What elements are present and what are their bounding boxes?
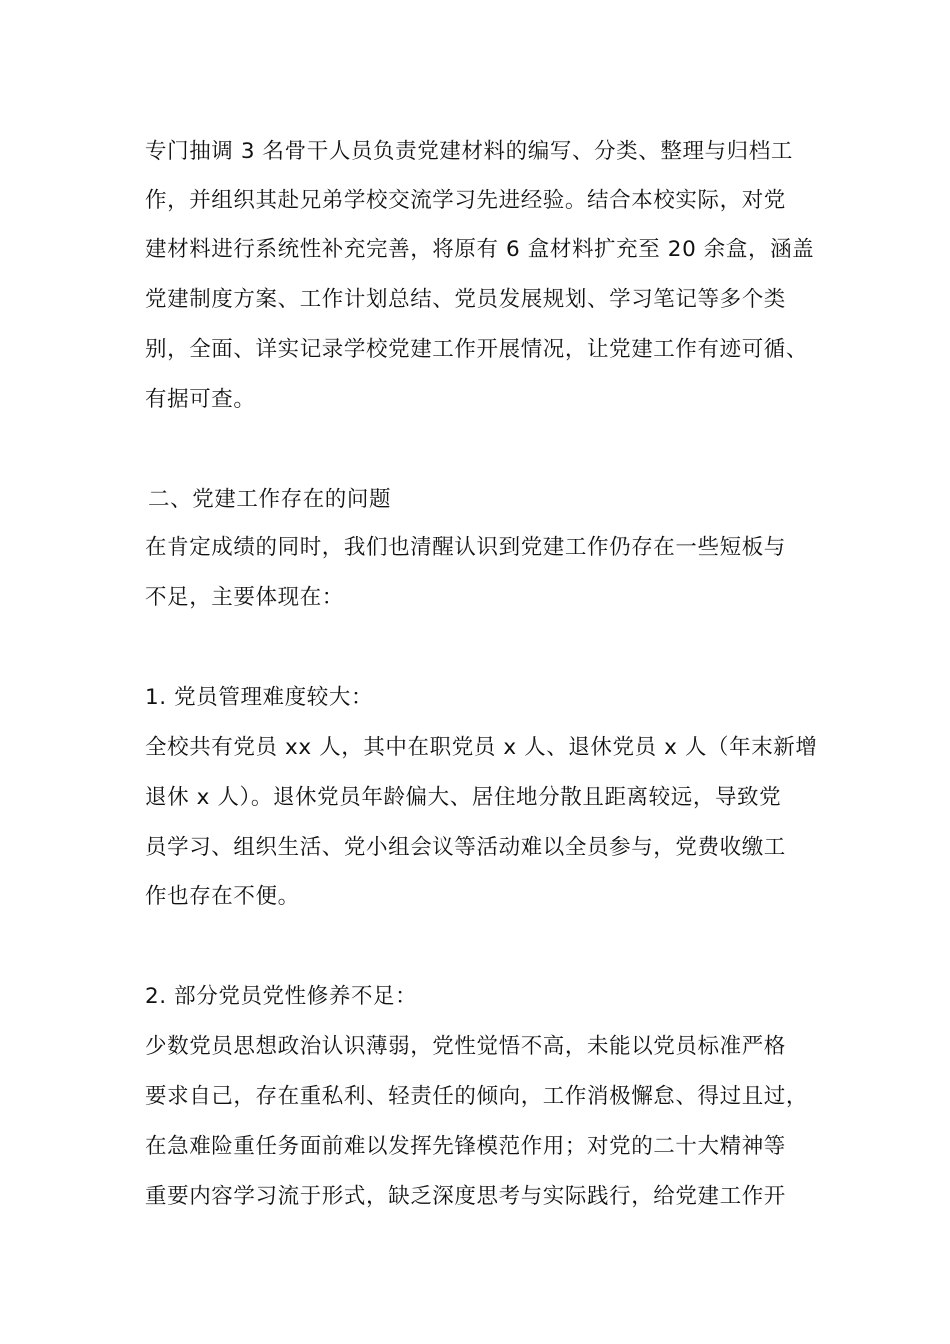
paragraph-line: 党建制度方案、工作计划总结、党员发展规划、学习笔记等多个类 xyxy=(145,287,786,312)
section-heading: 二、党建工作存在的问题 xyxy=(148,487,392,512)
paragraph-line: 少数党员思想政治认识薄弱，党性觉悟不高，未能以党员标准严格 xyxy=(145,1034,786,1059)
paragraph-line: 不足，主要体现在： xyxy=(145,585,344,610)
item-heading: 1. 党员管理难度较大： xyxy=(145,685,374,710)
paragraph-line: 全校共有党员 xx 人，其中在职党员 x 人、退休党员 x 人（年末新增 xyxy=(145,735,818,760)
paragraph-line: 重要内容学习流于形式，缺乏深度思考与实际践行，给党建工作开 xyxy=(145,1184,786,1209)
paragraph-line: 建材料进行系统性补充完善，将原有 6 盒材料扩充至 20 余盒，涵盖 xyxy=(145,237,815,262)
paragraph-line: 在急难险重任务面前难以发挥先锋模范作用；对党的二十大精神等 xyxy=(145,1134,786,1159)
paragraph-line: 作，并组织其赴兄弟学校交流学习先进经验。结合本校实际，对党 xyxy=(145,188,786,213)
paragraph-line: 专门抽调 3 名骨干人员负责党建材料的编写、分类、整理与归档工 xyxy=(145,139,793,164)
paragraph-line: 有据可查。 xyxy=(145,387,256,412)
paragraph-line: 员学习、组织生活、党小组会议等活动难以全员参与，党费收缴工 xyxy=(145,835,786,860)
paragraph-line: 要求自己，存在重私利、轻责任的倾向，工作消极懈怠、得过且过， xyxy=(145,1084,809,1109)
paragraph-line: 退休 x 人）。退休党员年龄偏大、居住地分散且距离较远，导致党 xyxy=(145,785,782,810)
paragraph-line: 作也存在不便。 xyxy=(145,884,300,909)
paragraph-line: 在肯定成绩的同时，我们也清醒认识到党建工作仍存在一些短板与 xyxy=(145,535,786,560)
paragraph-line: 别，全面、详实记录学校党建工作开展情况，让党建工作有迹可循、 xyxy=(145,337,809,362)
item-heading: 2. 部分党员党性修养不足： xyxy=(145,984,418,1009)
